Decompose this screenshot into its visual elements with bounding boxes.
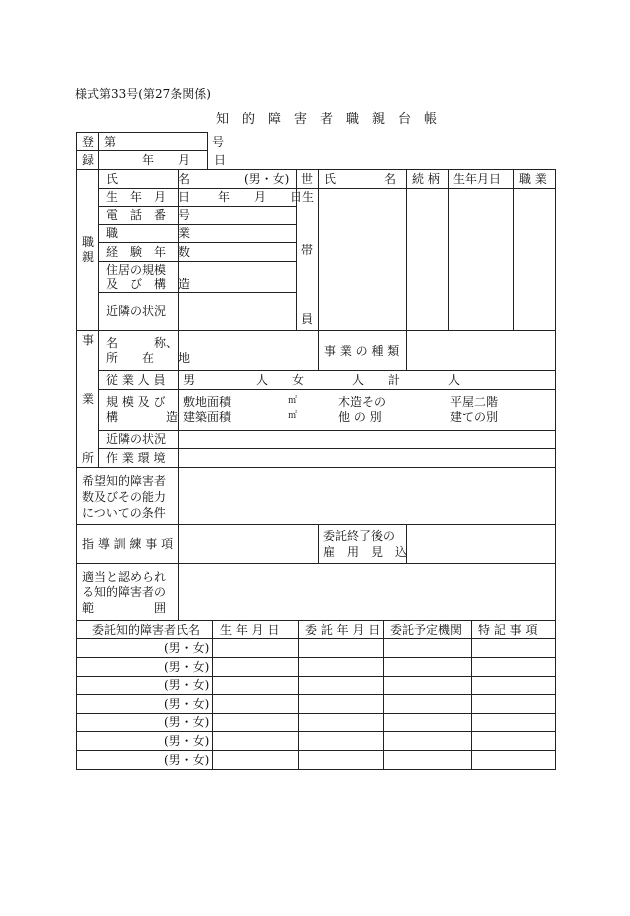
business-neighbor-label: 近隣の状況 bbox=[106, 432, 167, 446]
rule bbox=[98, 430, 556, 431]
rule bbox=[178, 330, 179, 620]
scope-line-2: る知的障害者の bbox=[82, 585, 167, 599]
entrust-header-date: 委 託 年 月 日 bbox=[305, 623, 381, 637]
structure-floors-1: 平屋二階 bbox=[450, 395, 499, 409]
years-label: 経 験 年 数 bbox=[106, 245, 191, 259]
sex-marker: (男・女) bbox=[244, 172, 290, 186]
job-label: 職 業 bbox=[106, 226, 191, 240]
rule bbox=[98, 132, 99, 169]
conditions-line-1: 希望知的障害者 bbox=[82, 474, 167, 488]
after-entrust-label-1: 委託終了後の bbox=[323, 529, 396, 543]
table-border-left bbox=[76, 132, 77, 620]
after-entrust-label-2: 雇 用 見 込 bbox=[323, 545, 408, 559]
structure-wood-1: 木造その bbox=[338, 395, 387, 409]
conditions-line-3: についての条件 bbox=[82, 506, 166, 520]
employees-unit: 人 bbox=[448, 373, 461, 387]
rule bbox=[555, 620, 556, 770]
work-env-label: 作 業 環 境 bbox=[106, 451, 166, 465]
rule bbox=[76, 132, 208, 133]
rule bbox=[76, 676, 556, 677]
rule bbox=[98, 261, 296, 262]
build-area-unit: ㎡ bbox=[288, 411, 298, 421]
entrust-row-sex: (男・女) bbox=[164, 734, 210, 748]
household-side-2: 帯 bbox=[301, 243, 314, 257]
rule bbox=[76, 657, 556, 658]
structure-floors-2: 建ての別 bbox=[450, 410, 499, 424]
rule bbox=[76, 620, 556, 621]
reg-date: 年 月 日 bbox=[142, 153, 227, 167]
entrust-row-sex: (男・女) bbox=[164, 753, 210, 767]
reg-label-1: 登 bbox=[82, 135, 95, 149]
rule bbox=[98, 370, 556, 371]
rule bbox=[76, 638, 556, 639]
entrust-header-birth: 生 年 月 日 bbox=[220, 623, 280, 637]
reg-label-2: 録 bbox=[82, 153, 95, 167]
entrust-row-sex: (男・女) bbox=[164, 660, 210, 674]
rule bbox=[406, 169, 407, 330]
rule bbox=[298, 620, 299, 770]
business-type-label: 事 業 の 種 類 bbox=[324, 344, 400, 358]
business-name-label-1: 名 称、 bbox=[106, 336, 179, 350]
shokuoya-side-1: 職 bbox=[82, 235, 95, 249]
household-header-name: 氏 名 bbox=[324, 172, 397, 186]
rule bbox=[76, 731, 556, 732]
rule bbox=[406, 330, 407, 370]
reg-number: 第 号 bbox=[104, 135, 225, 149]
rule bbox=[76, 169, 556, 170]
rule bbox=[513, 169, 514, 330]
entrust-row-sex: (男・女) bbox=[164, 641, 210, 655]
rule bbox=[98, 169, 99, 467]
rule bbox=[76, 150, 208, 151]
rule bbox=[318, 330, 319, 370]
birth-label: 生 年 月 日 bbox=[106, 190, 191, 204]
household-header-relation: 続 柄 bbox=[412, 172, 440, 186]
employees-label: 従 業 人 員 bbox=[106, 373, 166, 387]
entrust-row-sex: (男・女) bbox=[164, 697, 210, 711]
house-label-2: 及 び 構 造 bbox=[106, 277, 191, 291]
neighbor-label: 近隣の状況 bbox=[106, 304, 167, 318]
rule bbox=[98, 188, 556, 189]
entrust-row-sex: (男・女) bbox=[164, 678, 210, 692]
rule bbox=[76, 620, 77, 770]
employees-female: 人 女 bbox=[256, 373, 305, 387]
name-label: 氏 名 bbox=[106, 172, 191, 186]
entrust-header-notes: 特 記 事 項 bbox=[478, 623, 538, 637]
rule bbox=[76, 713, 556, 714]
page-title: 知 的 障 害 者 職 親 台 帳 bbox=[216, 112, 438, 127]
entrust-header-agency: 委託予定機関 bbox=[390, 623, 463, 637]
household-side-1: 世 bbox=[301, 172, 314, 186]
employees-male: 男 bbox=[183, 373, 196, 387]
entrust-header-name: 委託知的障害者氏名 bbox=[92, 623, 201, 637]
rule bbox=[98, 389, 556, 390]
phone-label: 電 話 番 号 bbox=[106, 208, 191, 222]
build-area-label: 建築面積 bbox=[183, 410, 232, 424]
household-header-job: 職 業 bbox=[519, 172, 547, 186]
rule bbox=[98, 224, 296, 225]
rule bbox=[318, 169, 319, 330]
rule bbox=[212, 620, 213, 770]
business-side-1: 事 bbox=[82, 333, 95, 347]
rule bbox=[471, 620, 472, 770]
rule bbox=[98, 242, 296, 243]
rule bbox=[76, 524, 556, 525]
business-name-label-2: 所 在 地 bbox=[106, 351, 191, 365]
rule bbox=[76, 694, 556, 695]
shokuoya-side-2: 親 bbox=[82, 250, 95, 264]
rule bbox=[76, 563, 556, 564]
birth-value: 年 月 日生 bbox=[218, 190, 315, 204]
rule bbox=[76, 467, 556, 468]
rule bbox=[383, 620, 384, 770]
rule bbox=[98, 206, 296, 207]
entrust-row-sex: (男・女) bbox=[164, 715, 210, 729]
scope-line-3: 範 囲 bbox=[82, 601, 167, 615]
scale-label-1: 規 模 及 び bbox=[106, 395, 166, 409]
training-label: 指 導 訓 練 事 項 bbox=[82, 537, 174, 551]
rule bbox=[76, 330, 556, 331]
rule bbox=[98, 448, 556, 449]
household-header-birth: 生年月日 bbox=[453, 172, 502, 186]
scale-label-2: 構 造 bbox=[106, 410, 179, 424]
rule bbox=[98, 292, 296, 293]
rule bbox=[448, 169, 449, 330]
structure-wood-2: 他 の 別 bbox=[338, 410, 382, 424]
employees-total: 人 計 bbox=[352, 373, 401, 387]
rule bbox=[76, 769, 556, 770]
conditions-line-2: 数及びその能力 bbox=[82, 490, 167, 504]
rule bbox=[76, 750, 556, 751]
rule bbox=[318, 524, 319, 563]
form-number: 様式第33号(第27条関係) bbox=[75, 87, 211, 101]
business-side-2: 業 bbox=[82, 392, 95, 406]
scope-line-1: 適当と認められ bbox=[82, 570, 167, 584]
business-side-3: 所 bbox=[82, 451, 95, 465]
site-area-unit: ㎡ bbox=[288, 396, 298, 406]
house-label-1: 住居の規模 bbox=[106, 263, 167, 277]
household-side-3: 員 bbox=[301, 312, 314, 326]
table-border-right bbox=[555, 169, 556, 620]
site-area-label: 敷地面積 bbox=[183, 395, 232, 409]
